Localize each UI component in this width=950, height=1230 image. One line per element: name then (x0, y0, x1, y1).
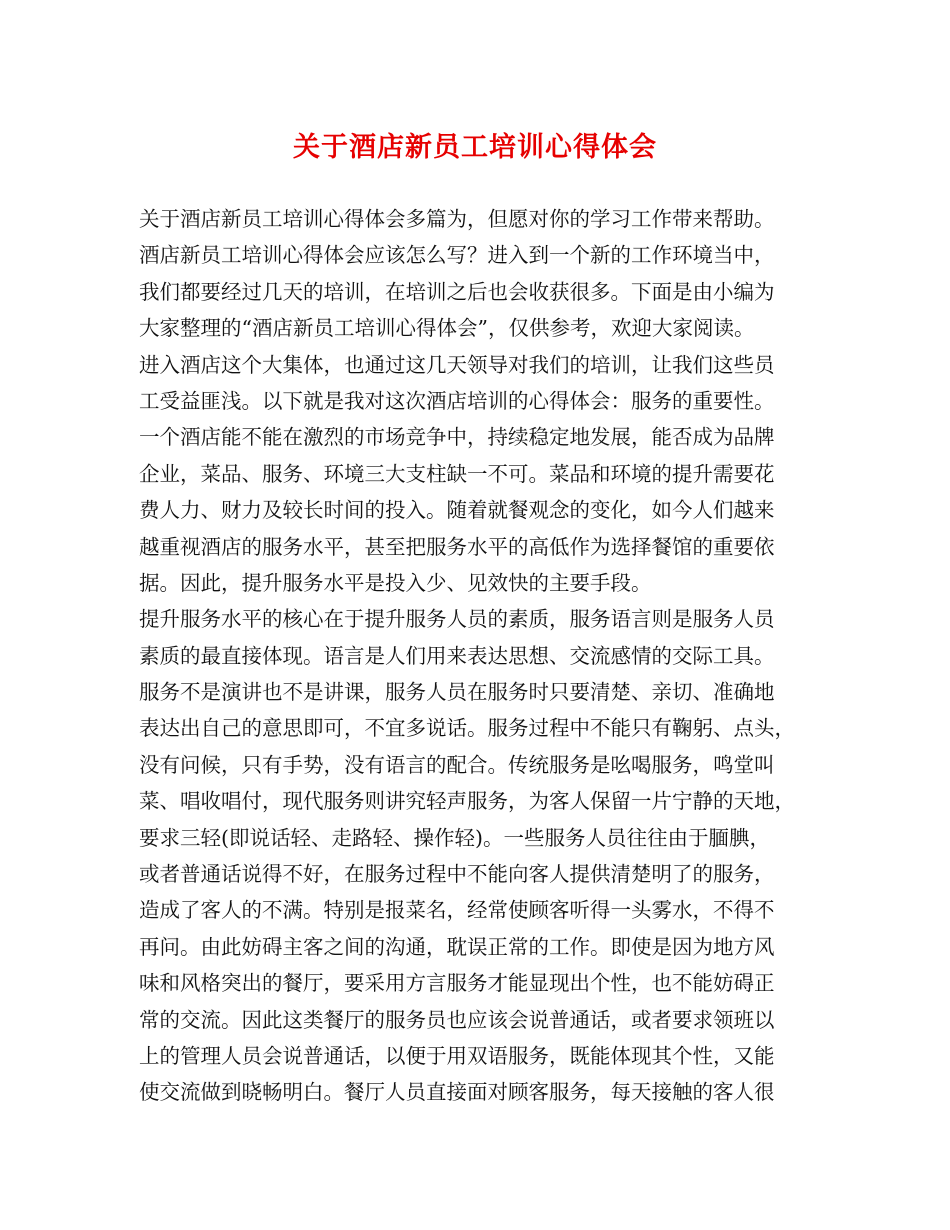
body-line: 我们都要经过几天的培训，在培训之后也会收获很多。下面是由小编为 (139, 279, 775, 304)
body-line: 菜、唱收唱付，现代服务则讲究轻声服务，为客人保留一片宁静的天地， (139, 789, 795, 814)
body-line: 关于酒店新员工培训心得体会多篇为，但愿对你的学习工作带来帮助。 (139, 207, 775, 231)
body-line: 再问。由此妨碍主客之间的沟通，耽误正常的工作。即使是因为地方风 (139, 934, 775, 959)
body-line: 常的交流。因此这类餐厅的服务员也应该会说普通话，或者要求领班以 (139, 1007, 775, 1032)
body-line: 表达出自己的意思即可，不宜多说话。服务过程中不能只有鞠躬、点头， (139, 716, 795, 741)
body-line: 味和风格突出的餐厅，要采用方言服务才能显现出个性，也不能妨碍正 (139, 971, 775, 996)
body-line: 越重视酒店的服务水平，甚至把服务水平的高低作为选择餐馆的重要依 (139, 534, 775, 559)
body-line: 据。因此，提升服务水平是投入少、见效快的主要手段。 (139, 570, 652, 595)
body-line: 要求三轻(即说话轻、走路轻、操作轻)。一些服务人员往往由于腼腆， (139, 825, 770, 850)
body-line: 素质的最直接体现。语言是人们用来表达思想、交流感情的交际工具。 (139, 643, 775, 668)
document-body (139, 201, 829, 1111)
body-line: 工受益匪浅。以下就是我对这次酒店培训的心得体会：服务的重要性。 (139, 388, 775, 413)
body-line: 服务不是演讲也不是讲课，服务人员在服务时只要清楚、亲切、准确地 (139, 680, 775, 705)
body-line: 大家整理的“酒店新员工培训心得体会”，仅供参考，欢迎大家阅读。 (139, 316, 755, 341)
body-line: 造成了客人的不满。特别是报菜名，经常使顾客听得一头雾水，不得不 (139, 898, 775, 923)
document-title: 关于酒店新员工培训心得体会 (293, 132, 657, 163)
body-line: 费人力、财力及较长时间的投入。随着就餐观念的变化，如今人们越来 (139, 498, 775, 523)
body-line: 酒店新员工培训心得体会应该怎么写？进入到一个新的工作环境当中， (139, 243, 775, 268)
body-line: 使交流做到晓畅明白。餐厅人员直接面对顾客服务，每天接触的客人很 (139, 1080, 775, 1105)
body-line: 进入酒店这个大集体，也通过这几天领导对我们的培训，让我们这些员 (139, 352, 775, 377)
body-line: 提升服务水平的核心在于提升服务人员的素质，服务语言则是服务人员 (139, 607, 775, 632)
body-line: 企业，菜品、服务、环境三大支柱缺一不可。菜品和环境的提升需要花 (139, 461, 775, 486)
body-line: 一个酒店能不能在激烈的市场竞争中，持续稳定地发展，能否成为品牌 (139, 425, 775, 450)
body-line: 或者普通话说得不好，在服务过程中不能向客人提供清楚明了的服务， (139, 862, 775, 887)
body-line: 没有问候，只有手势，没有语言的配合。传统服务是吆喝服务，鸣堂叫 (139, 752, 775, 777)
body-line: 上的管理人员会说普通话，以便于用双语服务，既能体现其个性，又能 (139, 1043, 775, 1068)
